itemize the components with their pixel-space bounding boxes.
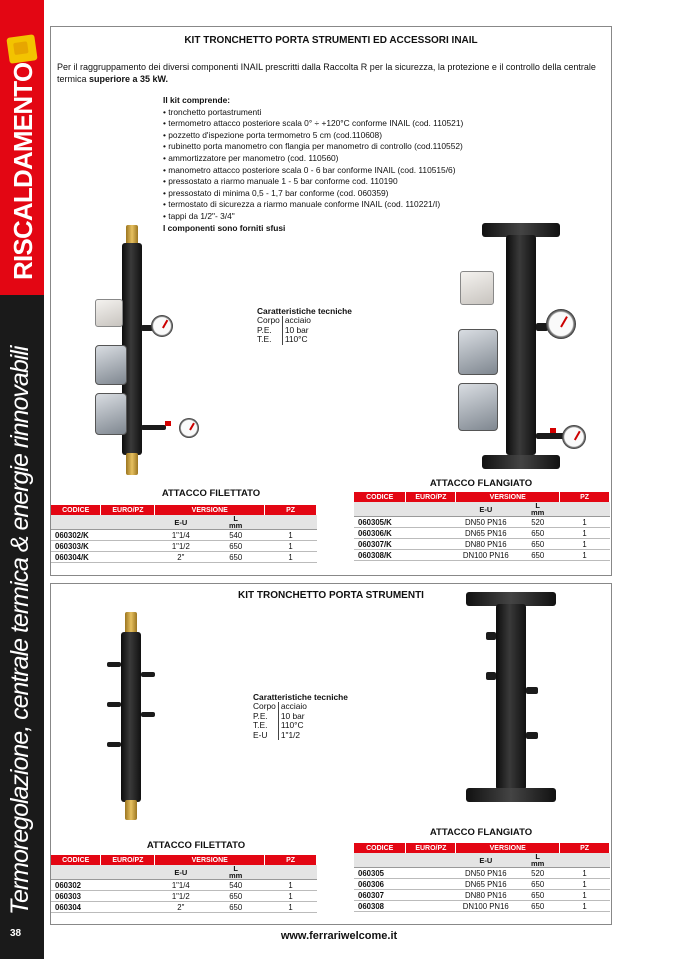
flanged-kit-image (446, 223, 591, 475)
threaded-kit-image (91, 225, 206, 480)
col-header-pz: PZ (265, 855, 317, 865)
kit-item: • rubinetto porta manometro con flangia per manometro di controllo (cod.110552) (163, 141, 583, 153)
sidebar-subtitle-band (0, 295, 44, 959)
tech-specs-header: Caratteristiche tecniche (253, 692, 348, 702)
spec-value: 10 bar (282, 326, 313, 335)
col-header-codice: CODICE (354, 492, 406, 502)
spec-value: acciaio (282, 316, 313, 325)
intro-bold-text: superiore a 35 kW. (89, 74, 169, 84)
intro-paragraph (57, 61, 605, 85)
tech-specs-table (257, 316, 313, 344)
table-row: 060303/K 1"1/2 650 1 (51, 541, 317, 552)
col-header-versione: VERSIONE (456, 492, 560, 502)
kit-item: • pressostato di minima 0,5 - 1,7 bar conforme (cod. 060359) (163, 188, 583, 200)
sub-header-eu: E-U (155, 515, 207, 530)
section-kit-basic (50, 583, 612, 925)
table-row: 060307 DN80 PN16 650 1 (354, 890, 610, 901)
col-header-pz: PZ (560, 492, 610, 502)
table-row: 060302/K 1"1/4 540 1 (51, 530, 317, 541)
kit-contents (163, 95, 583, 234)
col-header-codice: CODICE (51, 505, 101, 515)
table-row: 060307/K DN80 PN16 650 1 (354, 539, 610, 550)
section-kit-inail (50, 26, 612, 576)
tech-specs (257, 307, 352, 345)
table-row: 060304/K 2" 650 1 (51, 552, 317, 563)
spec-value: 1"1/2 (278, 731, 309, 740)
caption-threaded: ATTACCO FILETTATO (161, 488, 261, 499)
box-logo-icon (6, 34, 37, 64)
kit-item: • manometro attacco posteriore scala 0 - 6 bar conforme INAIL (cod. 110515/6) (163, 165, 583, 177)
kit-item: • termostato di sicurezza a riarmo manuale conforme INAIL (cod. 110221/I) (163, 199, 583, 211)
table-flanged (354, 492, 610, 561)
flanged-pipe-image (456, 592, 566, 807)
sub-header-l: L mm (516, 853, 560, 868)
sidebar-subtitle: Termoregolazione, centrale termica & energie rinnovabili (6, 346, 34, 915)
kit-footer: I componenti sono forniti sfusi (163, 222, 286, 233)
sidebar (0, 0, 44, 959)
spec-value: 110°C (278, 721, 309, 730)
spec-label: Corpo (253, 701, 276, 712)
kit-list (163, 107, 583, 223)
kit-item: • termometro attacco posteriore scala 0° ÷ +120°C conforme INAIL (cod. 110521) (163, 118, 583, 130)
kit-item: • pozzetto d'ispezione porta termometro 5 cm (cod.110608) (163, 130, 583, 142)
section-title: KIT TRONCHETTO PORTA STRUMENTI ED ACCESSORI INAIL (184, 35, 478, 46)
col-header-euro: EURO/PZ (406, 492, 456, 502)
spec-label: E-U (253, 729, 268, 740)
col-header-euro: EURO/PZ (406, 843, 456, 853)
table-row: 060308 DN100 PN16 650 1 (354, 901, 610, 912)
kit-item: • tappi da 1/2"- 3/4" (163, 211, 583, 223)
sub-header-eu: E-U (456, 853, 516, 868)
col-header-pz: PZ (265, 505, 317, 515)
intro-text: Per il raggruppamento dei diversi componenti INAIL prescritti dalla Raccolta R per la sicurezza, la protezione e il controllo della centrale termica (57, 62, 596, 84)
col-header-versione: VERSIONE (456, 843, 560, 853)
kit-header: Il kit comprende: (163, 95, 231, 105)
kit-item: • tronchetto portastrumenti (163, 107, 583, 119)
kit-item: • pressostato a riarmo manuale 1 - 5 bar conforme cod. 110190 (163, 176, 583, 188)
caption-flanged: ATTACCO FLANGIATO (429, 827, 533, 838)
tech-specs-header: Caratteristiche tecniche (257, 306, 352, 316)
sub-header-l: L mm (516, 502, 560, 517)
col-header-euro: EURO/PZ (101, 505, 155, 515)
col-header-codice: CODICE (51, 855, 101, 865)
page-number: 38 (10, 928, 22, 939)
table-threaded (51, 855, 317, 913)
table-row: 060305 DN50 PN16 520 1 (354, 868, 610, 879)
table-row: 060306/K DN65 PN16 650 1 (354, 528, 610, 539)
table-row: 060303 1"1/2 650 1 (51, 891, 317, 902)
col-header-versione: VERSIONE (155, 505, 265, 515)
table-row: 060302 1"1/4 540 1 (51, 880, 317, 891)
sub-header-eu: E-U (456, 502, 516, 517)
table-row: 060308/K DN100 PN16 650 1 (354, 550, 610, 561)
table-row: 060304 2" 650 1 (51, 902, 317, 913)
sub-header-l: L mm (207, 865, 265, 880)
kit-item: • ammortizzatore per manometro (cod. 110560) (163, 153, 583, 165)
sub-header-eu: E-U (155, 865, 207, 880)
col-header-codice: CODICE (354, 843, 406, 853)
col-header-euro: EURO/PZ (101, 855, 155, 865)
spec-value: 10 bar (278, 712, 309, 721)
spec-label: P.E. (253, 710, 268, 721)
sidebar-category-band (0, 0, 44, 295)
tech-specs (253, 693, 348, 740)
spec-label: T.E. (253, 720, 268, 731)
spec-label: Corpo (257, 315, 280, 326)
spec-value: acciaio (278, 702, 309, 711)
sidebar-category-title: RISCALDAMENTO (8, 62, 38, 280)
table-flanged (354, 843, 610, 912)
col-header-versione: VERSIONE (155, 855, 265, 865)
footer-website-link[interactable]: www.ferrariwelcome.it (280, 930, 398, 942)
spec-label: T.E. (257, 334, 272, 345)
threaded-pipe-image (103, 612, 163, 822)
table-threaded (51, 505, 317, 563)
table-row: 060305/K DN50 PN16 520 1 (354, 517, 610, 528)
caption-flanged: ATTACCO FLANGIATO (429, 478, 533, 489)
tech-specs-table (253, 702, 309, 740)
spec-label: P.E. (257, 324, 272, 335)
col-header-pz: PZ (560, 843, 610, 853)
spec-value: 110°C (282, 335, 313, 344)
section-title: KIT TRONCHETTO PORTA STRUMENTI (238, 590, 424, 601)
table-row: 060306 DN65 PN16 650 1 (354, 879, 610, 890)
caption-threaded: ATTACCO FILETTATO (146, 840, 246, 851)
sub-header-l: L mm (207, 515, 265, 530)
